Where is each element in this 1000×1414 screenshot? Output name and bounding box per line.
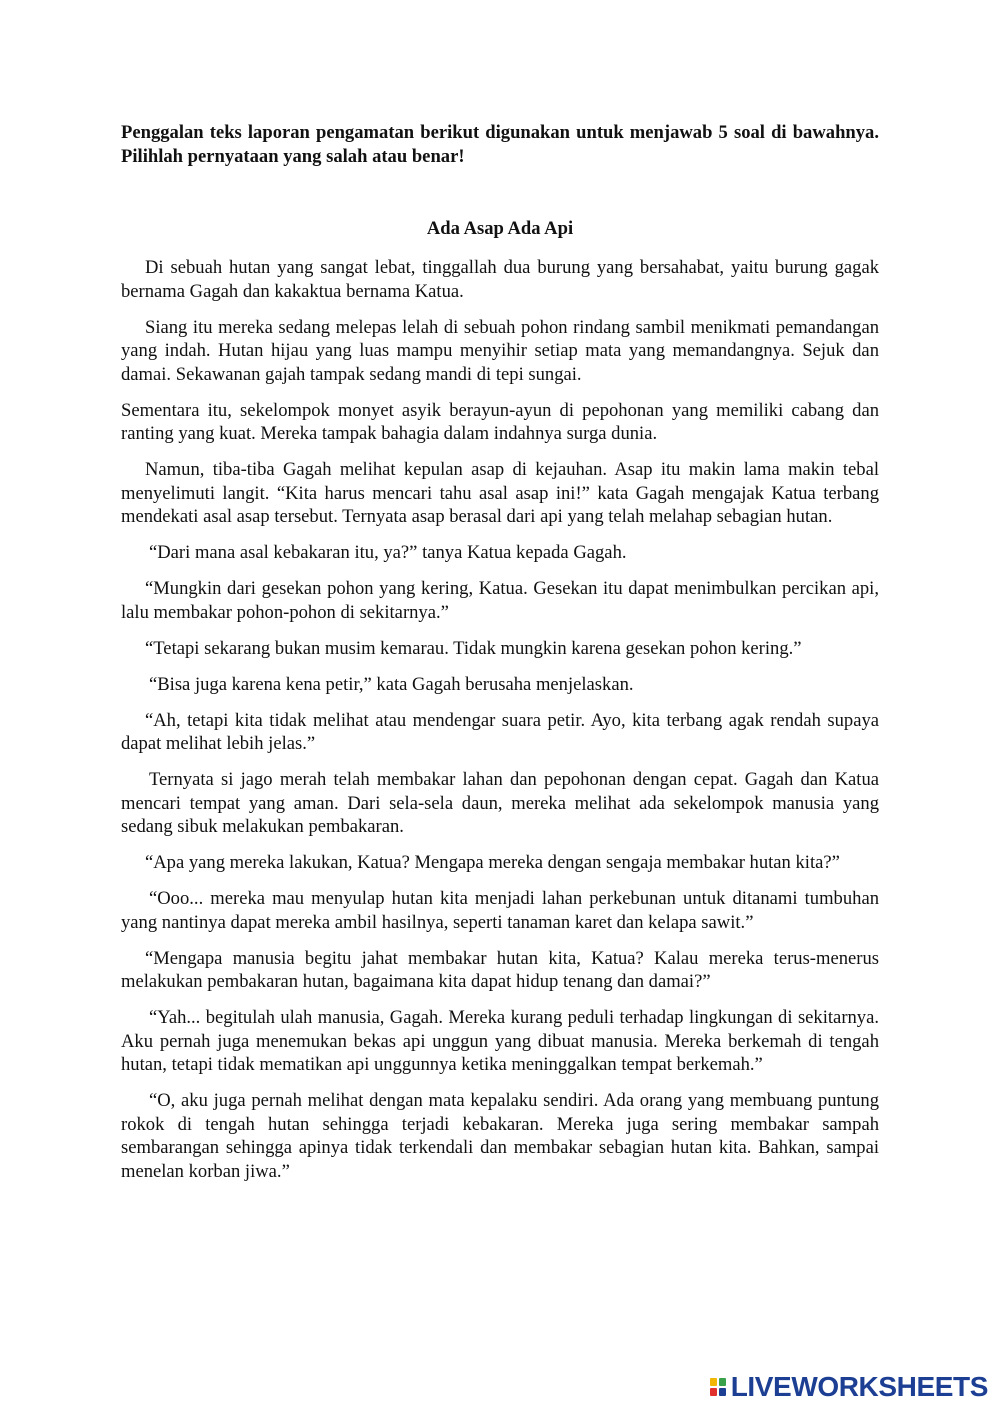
story-paragraph: Ternyata si jago merah telah membakar lahan dan pepohonan dengan cepat. Gagah dan Katua mencari tempat yang aman. Dari sela-sela daun, mereka melihat ada sekelompok manusia yang sedang sibuk melakukan pembakaran. xyxy=(121,769,879,837)
story-body xyxy=(121,256,879,1196)
story-paragraph: “Dari mana asal kebakaran itu, ya?” tanya Katua kepada Gagah. xyxy=(149,542,627,563)
story-title: Ada Asap Ada Api xyxy=(426,218,574,239)
story-paragraph: “O, aku juga pernah melihat dengan mata kepalaku sendiri. Ada orang yang membuang puntung rokok di tengah hutan sehingga terjadi kebakaran. Mereka juga sering membakar sampah sembarangan sehingga apinya tidak terkendali dan membakar sebagian hutan kita. Bahkan, sampai menelan korban jiwa.” xyxy=(121,1090,879,1182)
worksheet-page xyxy=(121,121,879,1182)
liveworksheets-logo xyxy=(709,1372,988,1402)
story-paragraph: Di sebuah hutan yang sangat lebat, tinggallah dua burung yang bersahabat, yaitu burung gagak bernama Gagah dan kakaktua bernama Katua. xyxy=(121,257,879,302)
story-paragraph: “Bisa juga karena kena petir,” kata Gagah berusaha menjelaskan. xyxy=(149,673,634,695)
story-paragraph: Sementara itu, sekelompok monyet asyik berayun-ayun di pepohonan yang memiliki cabang dan ranting yang kuat. Mereka tampak bahagia dalam indahnya surga dunia. xyxy=(121,399,879,444)
liveworksheets-brand: LIVEWORKSHEETS xyxy=(730,1371,988,1402)
story-paragraph: “Ah, tetapi kita tidak melihat atau mendengar suara petir. Ayo, kita terbang agak rendah supaya dapat melihat lebih jelas.” xyxy=(121,709,879,754)
story-paragraph: “Tetapi sekarang bukan musim kemarau. Tidak mungkin karena gesekan pohon kering.” xyxy=(145,637,802,659)
liveworksheets-logo-icon xyxy=(709,1376,729,1398)
story-paragraph: Namun, tiba-tiba Gagah melihat kepulan asap di kejauhan. Asap itu makin lama makin tebal menyelimuti langit. “Kita harus mencari tahu asal asap ini!” kata Gagah mengajak Katua terbang mendekati asal asap tersebut. Ternyata asap berasal dari api yang telah melahap sebagian hutan. xyxy=(121,459,879,527)
story-paragraph: “Yah... begitulah ulah manusia, Gagah. Mereka kurang peduli terhadap lingkungan di sekitarnya. Aku pernah juga menemukan bekas api unggun yang dibuat manusia. Mereka berkemah di tengah hutan, tetapi tidak mematikan api unggunnya ketika meninggalkan tempat berkemah.” xyxy=(121,1007,879,1075)
instruction-text: Penggalan teks laporan pengamatan berikut digunakan untuk menjawab 5 soal di bawahnya. Pilihlah pernyataan yang salah atau benar! xyxy=(121,122,879,167)
story-paragraph: “Mengapa manusia begitu jahat membakar hutan kita, Katua? Kalau mereka terus-menerus melakukan pembakaran hutan, bagaimana kita dapat hidup tenang dan damai?” xyxy=(121,947,879,992)
story-paragraph: “Ooo... mereka mau menyulap hutan kita menjadi lahan perkebunan untuk ditanami tumbuhan yang nantinya dapat mereka ambil hasilnya, seperti tanaman karet dan kelapa sawit.” xyxy=(121,888,879,933)
story-paragraph: Siang itu mereka sedang melepas lelah di sebuah pohon rindang sambil menikmati pemandangan yang indah. Hutan hijau yang luas mampu menyihir setiap mata yang memandangnya. Sejuk dan damai. Sekawanan gajah tampak sedang mandi di tepi sungai. xyxy=(121,316,879,385)
story-paragraph: “Mungkin dari gesekan pohon yang kering, Katua. Gesekan itu dapat menimbulkan percikan api, lalu membakar pohon-pohon di sekitarnya.” xyxy=(121,578,879,623)
story-paragraph: “Apa yang mereka lakukan, Katua? Mengapa mereka dengan sengaja membakar hutan kita?” xyxy=(145,852,840,873)
